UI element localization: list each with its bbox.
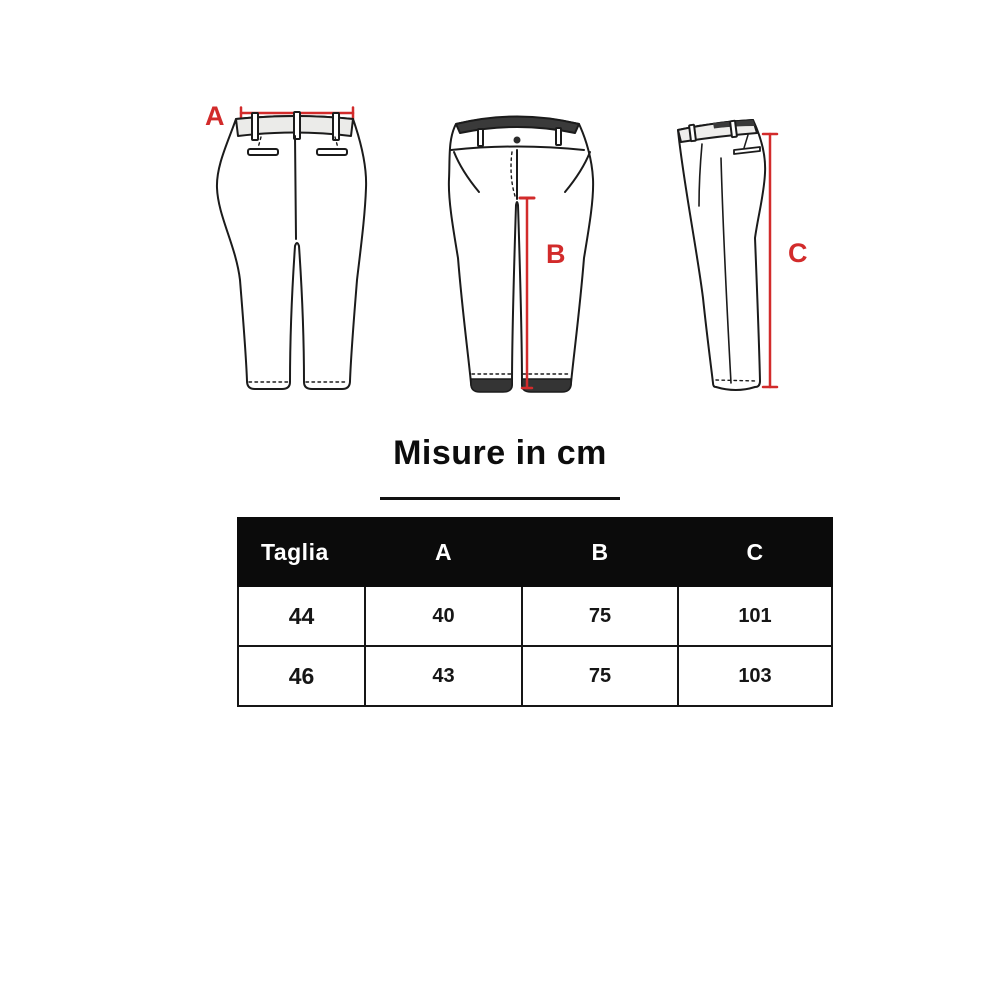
front-hem-dark-right	[522, 379, 571, 392]
size-table-header-b: B	[522, 518, 678, 586]
size-table-header-row	[238, 518, 832, 586]
back-belt-loop-right	[333, 113, 339, 140]
measure-b-value: 75	[522, 646, 678, 706]
side-belt-loop-left	[689, 125, 696, 141]
back-center-seam	[295, 136, 296, 239]
pants-front-view-drawing	[438, 103, 608, 403]
measure-a-value: 43	[365, 646, 522, 706]
back-belt-loop-left	[252, 113, 258, 140]
pants-back-silhouette	[217, 116, 366, 389]
measure-c-value: 103	[678, 646, 832, 706]
back-belt-loop-center	[294, 112, 300, 139]
size-table	[237, 517, 833, 707]
size-table-header-c: C	[678, 518, 832, 586]
measure-label-b: B	[546, 239, 567, 269]
measure-label-c: C	[788, 238, 809, 268]
front-button	[514, 137, 521, 144]
measure-b-value: 75	[522, 586, 678, 646]
front-belt-loop-left	[478, 129, 483, 146]
size-table-row-44	[238, 586, 832, 646]
measure-c-value: 101	[678, 586, 832, 646]
size-table-header-a: A	[365, 518, 522, 586]
title-underline	[380, 497, 620, 500]
front-hem-dark-left	[471, 379, 512, 392]
size-value: 44	[238, 586, 365, 646]
pants-front-silhouette	[449, 117, 593, 391]
back-welt-pocket-right	[317, 149, 347, 155]
side-belt-loop-right	[730, 121, 737, 137]
measure-a-value: 40	[365, 586, 522, 646]
pants-side-view-drawing	[658, 100, 798, 400]
page-title: Misure in cm	[393, 434, 607, 472]
size-table-row-46	[238, 646, 832, 706]
size-value: 46	[238, 646, 365, 706]
measure-label-a: A	[205, 101, 226, 131]
size-table-header-taglia: Taglia	[238, 518, 365, 586]
front-belt-loop-right	[556, 128, 561, 145]
pants-back-view-drawing	[200, 98, 370, 408]
back-welt-pocket-left	[248, 149, 278, 155]
